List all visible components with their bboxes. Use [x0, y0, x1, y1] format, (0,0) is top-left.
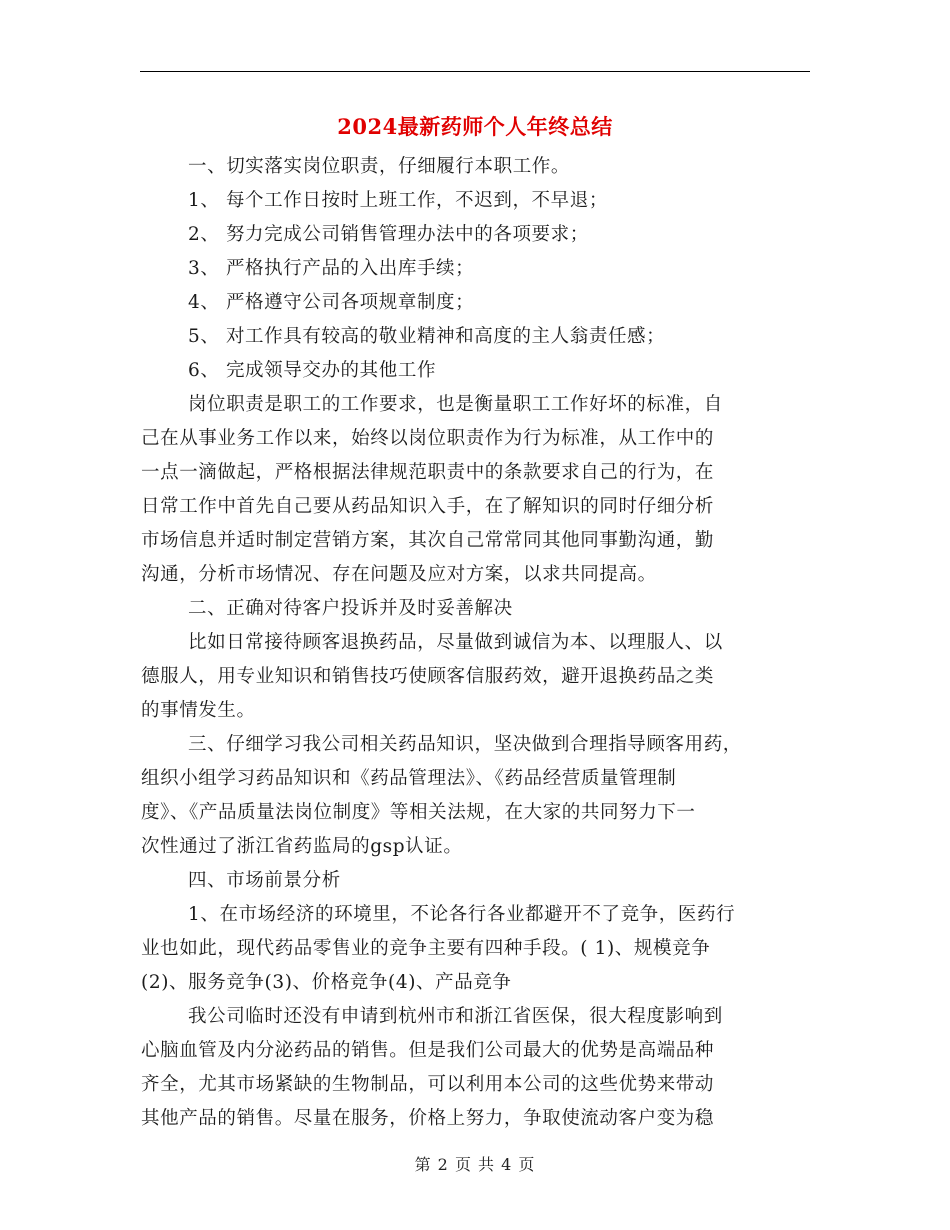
list-item: 1、 每个工作日按时上班工作，不迟到，不早退；: [188, 190, 608, 211]
section-heading: 三、仔细学习我公司相关药品知识，坚决做到合理指导顾客用药，: [188, 734, 742, 755]
page-number-footer: 第 2 页 共 4 页: [414, 1155, 536, 1174]
paragraph-line: (2)、服务竞争(3)、价格竞争(4)、产品竞争: [141, 972, 512, 993]
paragraph-line: 沟通，分析市场情况、存在问题及应对方案，以求共同提高。: [141, 564, 657, 585]
paragraph-line: 组织小组学习药品知识和《药品管理法》、《药品经营质量管理制: [141, 768, 677, 789]
paragraph-line: 市场信息并适时制定营销方案，其次自己常常同其他同事勤沟通，勤: [141, 530, 715, 551]
paragraph-line: 其他产品的销售。尽量在服务，价格上努力，争取使流动客户变为稳: [141, 1108, 715, 1129]
paragraph-line: 比如日常接待顾客退换药品，尽量做到诚信为本、以理服人、以: [188, 632, 723, 653]
paragraph-line: 我公司临时还没有申请到杭州市和浙江省医保，很大程度影响到: [188, 1006, 723, 1027]
paragraph-line: 度》、《产品质量法岗位制度》等相关法规，在大家的共同努力下一: [141, 802, 696, 823]
document-title: 2024最新药师个人年终总结: [337, 114, 613, 139]
list-item: 5、 对工作具有较高的敬业精神和高度的主人翁责任感；: [188, 326, 666, 347]
list-item: 2、 努力完成公司销售管理办法中的各项要求；: [188, 224, 589, 245]
paragraph-line: 齐全，尤其市场紧缺的生物制品，可以利用本公司的这些优势来带动: [141, 1074, 715, 1095]
paragraph-line: 岗位职责是职工的工作要求，也是衡量职工工作好坏的标准，自: [188, 394, 723, 415]
paragraph-line: 己在从事业务工作以来，始终以岗位职责作为行为标准，从工作中的: [141, 428, 715, 449]
section-heading: 二、正确对待客户投诉并及时妥善解决: [188, 598, 513, 619]
section-heading: 一、切实落实岗位职责，仔细履行本职工作。: [188, 156, 571, 177]
list-item: 3、 严格执行产品的入出库手续；: [188, 258, 475, 279]
list-item: 4、 严格遵守公司各项规章制度；: [188, 292, 475, 313]
list-item: 6、 完成领导交办的其他工作: [188, 360, 437, 381]
section-heading: 四、市场前景分析: [188, 870, 341, 891]
paragraph-line: 次性通过了浙江省药监局的gsp认证。: [141, 836, 463, 857]
paragraph-line: 德服人，用专业知识和销售技巧使顾客信服药效，避开退换药品之类: [141, 666, 715, 687]
paragraph-line: 1、在市场经济的环境里，不论各行各业都避开不了竞争，医药行: [188, 904, 736, 925]
paragraph-line: 的事情发生。: [141, 700, 256, 721]
paragraph-line: 业也如此，现代药品零售业的竞争主要有四种手段。( 1)、规模竞争: [141, 938, 711, 959]
paragraph-line: 日常工作中首先自己要从药品知识入手，在了解知识的同时仔细分析: [141, 496, 715, 517]
paragraph-line: 心脑血管及内分泌药品的销售。但是我们公司最大的优势是高端品种: [141, 1040, 715, 1061]
paragraph-line: 一点一滴做起，严格根据法律规范职责中的条款要求自己的行为，在: [141, 462, 715, 483]
header-rule: [140, 71, 810, 72]
document-body: [141, 150, 801, 1136]
